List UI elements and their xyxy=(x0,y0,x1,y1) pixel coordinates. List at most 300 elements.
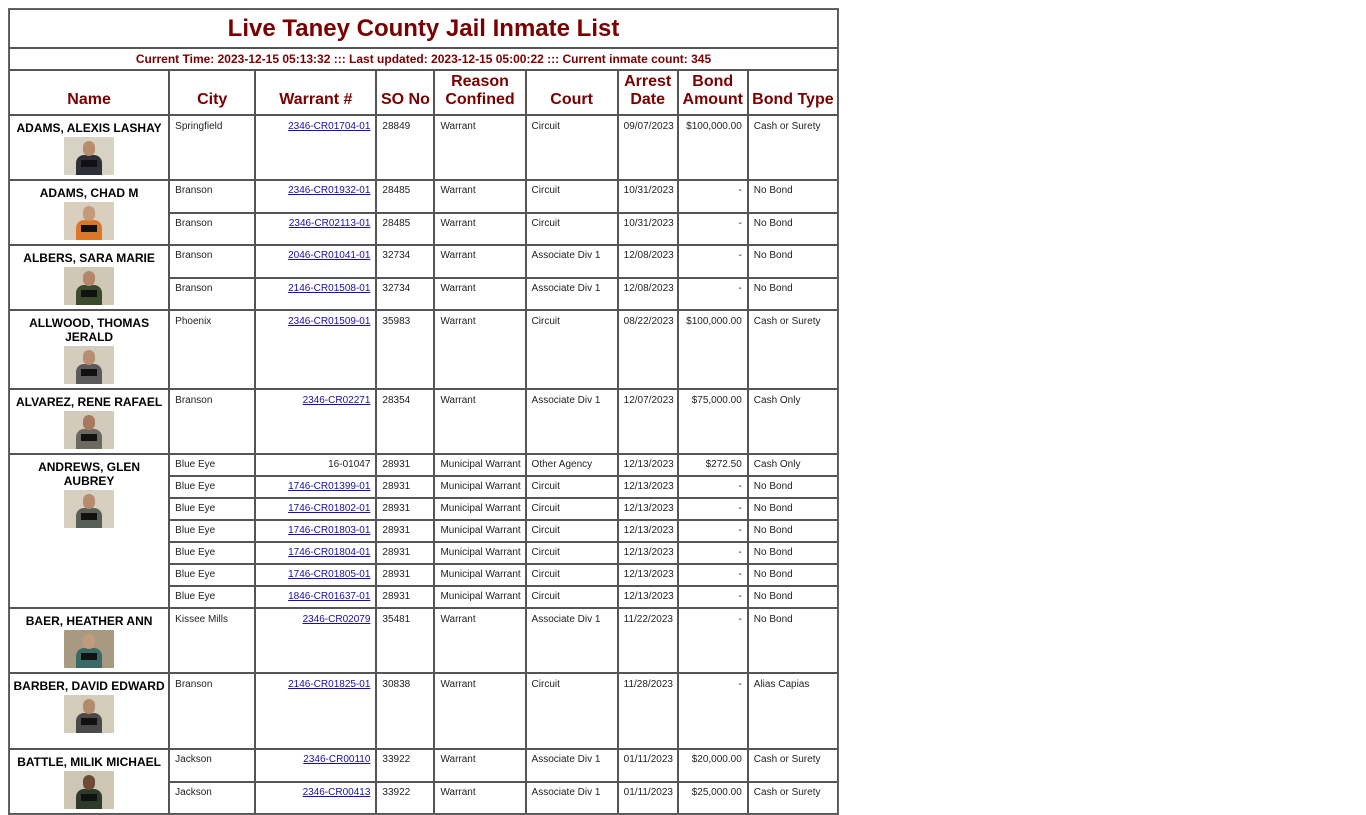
court-cell xyxy=(526,749,618,782)
warrant-number-cell xyxy=(255,782,376,815)
warrant-link[interactable]: 2146-CR01508-01 xyxy=(288,282,371,294)
warrant-link[interactable]: 1746-CR01803-01 xyxy=(288,525,371,536)
column-header-bond-type: Bond Type xyxy=(748,70,838,115)
arrest-date: 12/13/2023 xyxy=(623,591,674,602)
court-cell xyxy=(526,520,618,542)
bond-amount: - xyxy=(738,185,742,196)
so-number: 35481 xyxy=(382,614,411,625)
court: Circuit xyxy=(531,217,560,229)
bond-type: No Bond xyxy=(753,282,793,294)
warrant-link[interactable]: 2346-CR02079 xyxy=(302,614,371,625)
reason-confined-cell xyxy=(434,520,525,542)
bond-type: No Bond xyxy=(753,525,793,536)
bond-amount: - xyxy=(738,679,742,690)
reason-confined-cell xyxy=(434,586,525,608)
court: Circuit xyxy=(531,316,560,327)
court-cell xyxy=(526,542,618,564)
inmate-city: Springfield xyxy=(175,121,223,132)
inmate-name: BATTLE, MILIK MICHAEL xyxy=(17,755,161,769)
bond-type: No Bond xyxy=(753,481,793,492)
reason-confined: Municipal Warrant xyxy=(440,591,521,602)
bond-type-cell xyxy=(748,520,838,542)
inmate-city-cell xyxy=(169,278,255,311)
court-cell xyxy=(526,310,618,389)
arrest-date: 12/07/2023 xyxy=(623,395,674,406)
so-number-cell xyxy=(376,389,434,454)
arrest-date-cell xyxy=(618,278,678,311)
inmate-city-cell xyxy=(169,180,255,213)
inmate-city-cell xyxy=(169,310,255,389)
inmate-city-cell xyxy=(169,498,255,520)
so-number-cell xyxy=(376,749,434,782)
inmate-name: ADAMS, ALEXIS LASHAY xyxy=(16,121,162,135)
reason-confined: Warrant xyxy=(440,316,476,327)
warrant-number-cell xyxy=(255,278,376,311)
court-cell xyxy=(526,180,618,213)
inmate-name-cell xyxy=(9,180,169,245)
inmate-city-cell xyxy=(169,454,255,476)
so-number: 30838 xyxy=(382,679,411,690)
bond-amount-cell xyxy=(678,454,748,476)
reason-confined-cell xyxy=(434,564,525,586)
reason-confined-cell xyxy=(434,245,525,278)
so-number-cell xyxy=(376,564,434,586)
bond-amount-cell xyxy=(678,673,748,749)
warrant-number-cell xyxy=(255,454,376,476)
inmate-city-cell xyxy=(169,673,255,749)
warrant-number-cell xyxy=(255,213,376,246)
bond-type: Alias Capias xyxy=(753,679,810,690)
reason-confined: Warrant xyxy=(440,250,476,261)
court: Circuit xyxy=(531,591,560,602)
bond-amount: - xyxy=(738,217,742,229)
inmate-city-cell xyxy=(169,520,255,542)
reason-confined: Warrant xyxy=(440,754,476,765)
warrant-link[interactable]: 1746-CR01802-01 xyxy=(288,503,371,514)
court-cell xyxy=(526,782,618,815)
column-header-so-no: SO No xyxy=(376,70,434,115)
reason-confined: Warrant xyxy=(440,217,476,229)
warrant-link[interactable]: 2346-CR02113-01 xyxy=(288,217,371,229)
inmate-city-cell xyxy=(169,782,255,815)
inmate-name-cell xyxy=(9,389,169,454)
inmate-name: ALVAREZ, RENE RAFAEL xyxy=(15,395,163,409)
inmate-name-cell xyxy=(9,310,169,389)
court: Associate Div 1 xyxy=(531,282,601,294)
so-number-cell xyxy=(376,782,434,815)
inmate-photo xyxy=(64,202,114,240)
inmate-city: Branson xyxy=(175,217,213,229)
reason-confined: Municipal Warrant xyxy=(440,547,521,558)
bond-type-cell xyxy=(748,564,838,586)
warrant-number-cell xyxy=(255,608,376,673)
court-cell xyxy=(526,673,618,749)
court-cell xyxy=(526,498,618,520)
warrant-link[interactable]: 1746-CR01805-01 xyxy=(288,569,371,580)
table-row xyxy=(9,749,838,782)
bond-type: No Bond xyxy=(753,250,793,261)
bond-type-cell xyxy=(748,782,838,815)
inmate-city-cell xyxy=(169,389,255,454)
bond-type-cell xyxy=(748,542,838,564)
arrest-date: 11/22/2023 xyxy=(623,614,673,625)
table-row xyxy=(9,673,838,749)
inmate-city: Jackson xyxy=(175,754,212,765)
so-number: 28485 xyxy=(382,217,411,229)
reason-confined-cell xyxy=(434,115,525,180)
bond-type: No Bond xyxy=(753,185,793,196)
page-title: Live Taney County Jail Inmate List xyxy=(9,9,838,48)
so-number-cell xyxy=(376,673,434,749)
inmate-photo xyxy=(64,490,114,528)
so-number-cell xyxy=(376,542,434,564)
bond-amount: - xyxy=(738,614,742,625)
inmate-city: Blue Eye xyxy=(175,503,216,514)
court: Associate Div 1 xyxy=(531,786,601,798)
reason-confined: Warrant xyxy=(440,282,476,294)
bond-amount-cell xyxy=(678,245,748,278)
reason-confined: Warrant xyxy=(440,614,476,625)
reason-confined-cell xyxy=(434,310,525,389)
inmate-photo xyxy=(64,137,114,175)
inmate-city: Blue Eye xyxy=(175,459,216,470)
arrest-date-cell xyxy=(618,245,678,278)
arrest-date: 11/28/2023 xyxy=(623,679,673,690)
column-header-bond-amount: Bond Amount xyxy=(678,70,748,115)
inmate-photo xyxy=(64,267,114,305)
warrant-number-cell xyxy=(255,542,376,564)
arrest-date: 12/13/2023 xyxy=(623,481,674,492)
court: Associate Div 1 xyxy=(531,395,601,406)
reason-confined: Warrant xyxy=(440,679,476,690)
reason-confined: Municipal Warrant xyxy=(440,459,521,470)
inmate-city: Blue Eye xyxy=(175,525,216,536)
table-row xyxy=(9,180,838,213)
bond-type-cell xyxy=(748,310,838,389)
reason-confined: Municipal Warrant xyxy=(440,481,521,492)
inmate-photo xyxy=(64,771,114,809)
warrant-number-cell xyxy=(255,564,376,586)
court-cell xyxy=(526,213,618,246)
bond-type: No Bond xyxy=(753,569,793,580)
bond-type-cell xyxy=(748,245,838,278)
warrant-link[interactable]: 1746-CR01399-01 xyxy=(288,481,371,492)
column-header-arrest-date: Arrest Date xyxy=(618,70,678,115)
reason-confined-cell xyxy=(434,498,525,520)
bond-amount: $75,000.00 xyxy=(691,395,742,406)
arrest-date: 08/22/2023 xyxy=(623,316,674,327)
so-number: 28931 xyxy=(382,569,411,580)
so-number-cell xyxy=(376,586,434,608)
warrant-link[interactable]: 2346-CR02271 xyxy=(302,395,371,406)
so-number: 28931 xyxy=(382,481,411,492)
warrant-number-cell xyxy=(255,180,376,213)
arrest-date: 09/07/2023 xyxy=(623,121,674,132)
inmate-city: Phoenix xyxy=(175,316,212,327)
court-cell xyxy=(526,608,618,673)
warrant-link[interactable]: 1846-CR01637-01 xyxy=(288,591,371,602)
inmate-city-cell xyxy=(169,542,255,564)
warrant-link[interactable]: 2346-CR01704-01 xyxy=(288,121,371,132)
bond-amount-cell xyxy=(678,278,748,311)
table-row xyxy=(9,608,838,673)
arrest-date: 12/13/2023 xyxy=(623,459,674,470)
table-row xyxy=(9,115,838,180)
reason-confined: Warrant xyxy=(440,185,476,196)
so-number-cell xyxy=(376,278,434,311)
inmate-table xyxy=(8,8,839,815)
arrest-date-cell xyxy=(618,542,678,564)
arrest-date-cell xyxy=(618,454,678,476)
court: Circuit xyxy=(531,185,560,196)
arrest-date: 12/13/2023 xyxy=(623,503,674,514)
arrest-date: 01/11/2023 xyxy=(623,786,673,798)
inmate-photo xyxy=(64,630,114,668)
bond-amount-cell xyxy=(678,389,748,454)
inmate-city-cell xyxy=(169,115,255,180)
court: Circuit xyxy=(531,525,560,536)
inmate-city-cell xyxy=(169,245,255,278)
reason-confined: Warrant xyxy=(440,786,476,798)
inmate-name-cell xyxy=(9,673,169,749)
bond-type: Cash or Surety xyxy=(753,121,821,132)
bond-type-cell xyxy=(748,476,838,498)
inmate-name: ADAMS, CHAD M xyxy=(39,186,139,200)
so-number-cell xyxy=(376,213,434,246)
warrant-number-cell xyxy=(255,389,376,454)
so-number: 28931 xyxy=(382,503,411,514)
arrest-date: 12/13/2023 xyxy=(623,525,674,536)
so-number: 32734 xyxy=(382,282,411,294)
arrest-date-cell xyxy=(618,586,678,608)
arrest-date: 10/31/2023 xyxy=(623,185,674,196)
so-number-cell xyxy=(376,608,434,673)
so-number-cell xyxy=(376,454,434,476)
arrest-date-cell xyxy=(618,310,678,389)
table-row xyxy=(9,454,838,476)
bond-type-cell xyxy=(748,389,838,454)
bond-type: Cash Only xyxy=(753,395,801,406)
bond-amount: $25,000.00 xyxy=(691,786,742,798)
so-number: 33922 xyxy=(382,754,411,765)
inmate-name: BARBER, DAVID EDWARD xyxy=(13,679,165,693)
court-cell xyxy=(526,278,618,311)
warrant-number: 16-01047 xyxy=(328,459,371,470)
arrest-date-cell xyxy=(618,389,678,454)
reason-confined-cell xyxy=(434,278,525,311)
court: Circuit xyxy=(531,679,560,690)
court-cell xyxy=(526,564,618,586)
arrest-date: 12/08/2023 xyxy=(623,250,674,261)
inmate-name: ALBERS, SARA MARIE xyxy=(23,251,155,265)
inmate-city-cell xyxy=(169,564,255,586)
table-row xyxy=(9,310,838,389)
so-number: 32734 xyxy=(382,250,411,261)
bond-type-cell xyxy=(748,180,838,213)
bond-amount: $272.50 xyxy=(705,459,742,470)
court: Circuit xyxy=(531,569,560,580)
warrant-number-cell xyxy=(255,115,376,180)
bond-type: No Bond xyxy=(753,547,793,558)
inmate-city: Branson xyxy=(175,185,213,196)
bond-type: Cash or Surety xyxy=(753,316,821,327)
inmate-city: Blue Eye xyxy=(175,481,216,492)
reason-confined-cell xyxy=(434,213,525,246)
inmate-city-cell xyxy=(169,608,255,673)
bond-amount-cell xyxy=(678,586,748,608)
bond-amount-cell xyxy=(678,498,748,520)
warrant-link[interactable]: 2346-CR00413 xyxy=(302,786,371,798)
reason-confined-cell xyxy=(434,180,525,213)
inmate-name: ANDREWS, GLEN AUBREY xyxy=(38,460,141,488)
bond-type-cell xyxy=(748,278,838,311)
warrant-number-cell xyxy=(255,586,376,608)
court: Circuit xyxy=(531,503,560,514)
so-number: 28931 xyxy=(382,459,411,470)
reason-confined: Municipal Warrant xyxy=(440,503,521,514)
bond-amount-cell xyxy=(678,213,748,246)
bond-amount: $100,000.00 xyxy=(686,316,742,327)
warrant-number-cell xyxy=(255,749,376,782)
reason-confined-cell xyxy=(434,608,525,673)
warrant-link[interactable]: 2146-CR01825-01 xyxy=(288,679,371,690)
reason-confined-cell xyxy=(434,749,525,782)
inmate-name-cell xyxy=(9,608,169,673)
reason-confined-cell xyxy=(434,782,525,815)
bond-type-cell xyxy=(748,749,838,782)
bond-amount: - xyxy=(738,569,742,580)
warrant-link[interactable]: 2046-CR01041-01 xyxy=(288,250,371,261)
bond-amount-cell xyxy=(678,542,748,564)
court: Other Agency xyxy=(531,459,593,470)
inmate-city: Branson xyxy=(175,282,213,294)
reason-confined-cell xyxy=(434,476,525,498)
reason-confined: Warrant xyxy=(440,395,476,406)
inmate-city-cell xyxy=(169,749,255,782)
so-number-cell xyxy=(376,310,434,389)
arrest-date-cell xyxy=(618,115,678,180)
bond-amount-cell xyxy=(678,608,748,673)
bond-amount-cell xyxy=(678,476,748,498)
arrest-date-cell xyxy=(618,564,678,586)
bond-type: No Bond xyxy=(753,503,793,514)
warrant-link[interactable]: 2346-CR01509-01 xyxy=(288,316,371,327)
inmate-name-cell xyxy=(9,454,169,608)
court-cell xyxy=(526,389,618,454)
bond-amount-cell xyxy=(678,520,748,542)
bond-amount: - xyxy=(738,591,742,602)
warrant-number-cell xyxy=(255,310,376,389)
bond-amount: - xyxy=(738,481,742,492)
arrest-date: 12/13/2023 xyxy=(623,569,674,580)
bond-amount: $100,000.00 xyxy=(686,121,742,132)
so-number: 33922 xyxy=(382,786,411,798)
inmate-photo xyxy=(64,411,114,449)
reason-confined-cell xyxy=(434,673,525,749)
arrest-date-cell xyxy=(618,180,678,213)
so-number-cell xyxy=(376,115,434,180)
arrest-date-cell xyxy=(618,608,678,673)
court: Associate Div 1 xyxy=(531,250,601,261)
so-number-cell xyxy=(376,520,434,542)
court-cell xyxy=(526,476,618,498)
so-number-cell xyxy=(376,245,434,278)
reason-confined: Municipal Warrant xyxy=(440,569,521,580)
inmate-city: Blue Eye xyxy=(175,569,216,580)
warrant-number-cell xyxy=(255,245,376,278)
inmate-name-cell xyxy=(9,245,169,310)
inmate-city: Kissee Mills xyxy=(175,614,228,625)
inmate-name: ALLWOOD, THOMAS JERALD xyxy=(29,316,150,344)
arrest-date-cell xyxy=(618,476,678,498)
column-header-court: Court xyxy=(526,70,618,115)
bond-amount: $20,000.00 xyxy=(691,754,742,765)
bond-type-cell xyxy=(748,115,838,180)
inmate-city: Blue Eye xyxy=(175,591,216,602)
warrant-number-cell xyxy=(255,673,376,749)
bond-type-cell xyxy=(748,454,838,476)
so-number: 28849 xyxy=(382,121,411,132)
so-number-cell xyxy=(376,476,434,498)
reason-confined: Municipal Warrant xyxy=(440,525,521,536)
arrest-date: 12/13/2023 xyxy=(623,547,674,558)
so-number: 28354 xyxy=(382,395,411,406)
warrant-number-cell xyxy=(255,498,376,520)
warrant-number-cell xyxy=(255,520,376,542)
inmate-city: Branson xyxy=(175,395,213,406)
warrant-link[interactable]: 1746-CR01804-01 xyxy=(288,547,371,558)
reason-confined-cell xyxy=(434,454,525,476)
bond-type: Cash Only xyxy=(753,459,801,470)
reason-confined: Warrant xyxy=(440,121,476,132)
column-header-name: Name xyxy=(9,70,169,115)
bond-amount: - xyxy=(738,547,742,558)
court-cell xyxy=(526,115,618,180)
inmate-name-cell xyxy=(9,749,169,814)
arrest-date-cell xyxy=(618,498,678,520)
court-cell xyxy=(526,586,618,608)
column-header-city: City xyxy=(169,70,255,115)
warrant-link[interactable]: 2346-CR00110 xyxy=(303,754,371,765)
status-line: Current Time: 2023-12-15 05:13:32 ::: Last updated: 2023-12-15 05:00:22 ::: Current inmate count: 345 xyxy=(9,48,838,70)
warrant-link[interactable]: 2346-CR01932-01 xyxy=(288,185,371,196)
inmate-name-cell xyxy=(9,115,169,180)
bond-amount-cell xyxy=(678,115,748,180)
bond-type-cell xyxy=(748,673,838,749)
inmate-name: BAER, HEATHER ANN xyxy=(25,614,153,628)
bond-type-cell xyxy=(748,586,838,608)
court: Associate Div 1 xyxy=(531,614,601,625)
arrest-date-cell xyxy=(618,673,678,749)
bond-amount: - xyxy=(738,282,742,294)
bond-type-cell xyxy=(748,608,838,673)
arrest-date: 12/08/2023 xyxy=(623,282,674,294)
inmate-city-cell xyxy=(169,213,255,246)
court: Associate Div 1 xyxy=(531,754,601,765)
bond-amount-cell xyxy=(678,749,748,782)
arrest-date: 10/31/2023 xyxy=(623,217,674,229)
bond-type: Cash or Surety xyxy=(753,786,821,798)
so-number: 35983 xyxy=(382,316,411,327)
bond-type: No Bond xyxy=(753,591,793,602)
so-number: 28931 xyxy=(382,547,411,558)
column-header-row xyxy=(9,70,838,115)
bond-type-cell xyxy=(748,498,838,520)
inmate-photo xyxy=(64,695,114,733)
inmate-city-cell xyxy=(169,586,255,608)
so-number-cell xyxy=(376,498,434,520)
column-header-reason: Reason Confined xyxy=(434,70,525,115)
